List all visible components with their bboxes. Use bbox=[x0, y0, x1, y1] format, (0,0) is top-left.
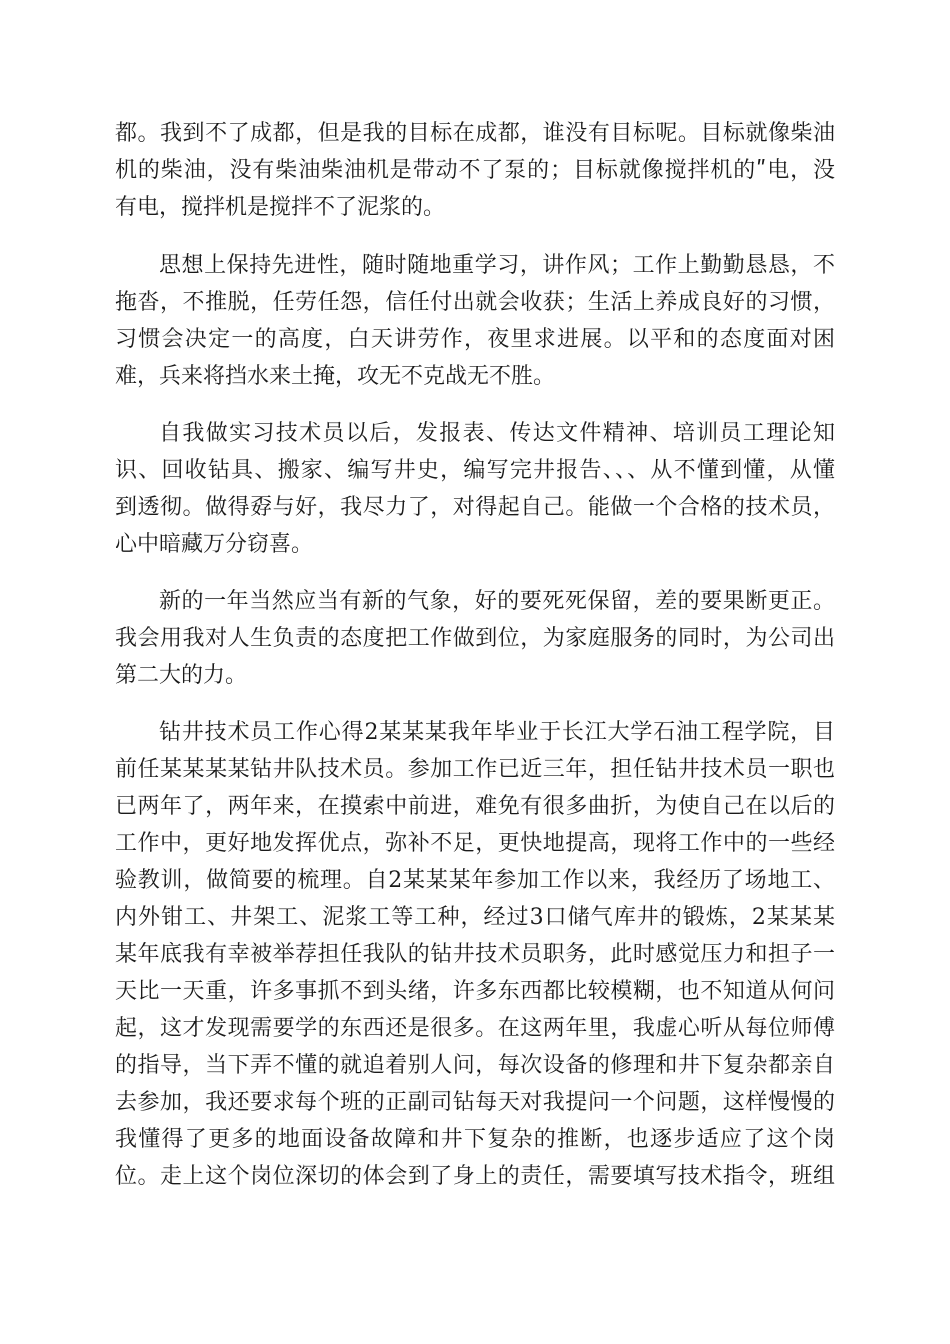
text-line: 工作中，更好地发挥优点，弥补不足，更快地提高，现将工作中的一些经 bbox=[115, 831, 835, 856]
text-line: 难，兵来将挡水来土掩，攻无不克战无不胜。 bbox=[115, 364, 556, 389]
text-line: 钻井技术员工作心得2某某某我年毕业于长江大学石油工程学院，目 bbox=[159, 720, 835, 745]
text-line: 思想上保持先进性，随时随地重学习，讲作风；工作上勤勤恳恳，不 bbox=[159, 253, 835, 278]
text-line: 机的柴油，没有柴油柴油机是带动不了泵的；目标就像搅拌机的ʺ电，没 bbox=[115, 158, 835, 183]
text-line: 位。走上这个岗位深切的体会到了身上的责任，需要填写技术指令，班组 bbox=[115, 1164, 835, 1189]
text-line: 第二大的力。 bbox=[115, 663, 248, 688]
text-line: 验教训，做简要的梳理。自2某某某年参加工作以来，我经历了场地工、 bbox=[115, 868, 835, 893]
text-line: 某年底我有幸被举荐担任我队的钻井技术员职务，此时感觉压力和担子一 bbox=[115, 942, 835, 967]
paragraph-4 bbox=[115, 583, 835, 694]
paragraph-3 bbox=[115, 415, 835, 563]
text-line: 天比一天重，许多事抓不到头绪，许多东西都比较模糊，也不知道从何问 bbox=[115, 979, 835, 1004]
text-line: 起，这才发现需要学的东西还是很多。在这两年里，我虚心听从每位师傅 bbox=[115, 1016, 835, 1041]
paragraph-5 bbox=[115, 714, 835, 1195]
text-line: 内外钳工、井架工、泥浆工等工种，经过3口储气库井的锻炼，2某某某 bbox=[115, 905, 835, 930]
text-line: 去参加，我还要求每个班的正副司钻每天对我提问一个问题，这样慢慢的 bbox=[115, 1090, 835, 1115]
document-page bbox=[115, 115, 835, 1215]
text-line: 到透彻。做得孬与好，我尽力了，对得起自己。能做一个合格的技术员， bbox=[115, 495, 835, 520]
paragraph-1 bbox=[115, 115, 835, 226]
text-line: 识、回收钻具、搬家、编写井史，编写完井报告、、、从不懂到懂，从懂 bbox=[115, 458, 835, 483]
text-line: 拖沓，不推脱，任劳任怨，信任付出就会收获；生活上养成良好的习惯， bbox=[115, 290, 835, 315]
text-line: 都。我到不了成都，但是我的目标在成都，谁没有目标呢。目标就像柴油 bbox=[115, 121, 835, 146]
paragraph-2 bbox=[115, 247, 835, 395]
text-line: 前任某某某某钻井队技术员。参加工作已近三年，担任钻井技术员一职也 bbox=[115, 757, 835, 782]
text-line: 的指导，当下弄不懂的就追着别人问，每次设备的修理和井下复杂都亲自 bbox=[115, 1053, 835, 1078]
text-line: 已两年了，两年来，在摸索中前进，难免有很多曲折，为使自己在以后的 bbox=[115, 794, 835, 819]
text-line: 自我做实习技术员以后，发报表、传达文件精神、培训员工理论知 bbox=[159, 421, 835, 446]
text-line: 心中暗藏万分窃喜。 bbox=[115, 532, 314, 557]
text-line: 习惯会决定一的高度，白天讲劳作，夜里求进展。以平和的态度面对困 bbox=[115, 327, 835, 352]
text-line: 有电，搅拌机是搅拌不了泥浆的。 bbox=[115, 195, 446, 220]
text-line: 我会用我对人生负责的态度把工作做到位，为家庭服务的同时，为公司出 bbox=[115, 626, 835, 651]
text-line: 我懂得了更多的地面设备故障和井下复杂的推断，也逐步适应了这个岗 bbox=[115, 1127, 835, 1152]
text-line: 新的一年当然应当有新的气象，好的要死死保留，差的要果断更正。 bbox=[159, 589, 835, 614]
